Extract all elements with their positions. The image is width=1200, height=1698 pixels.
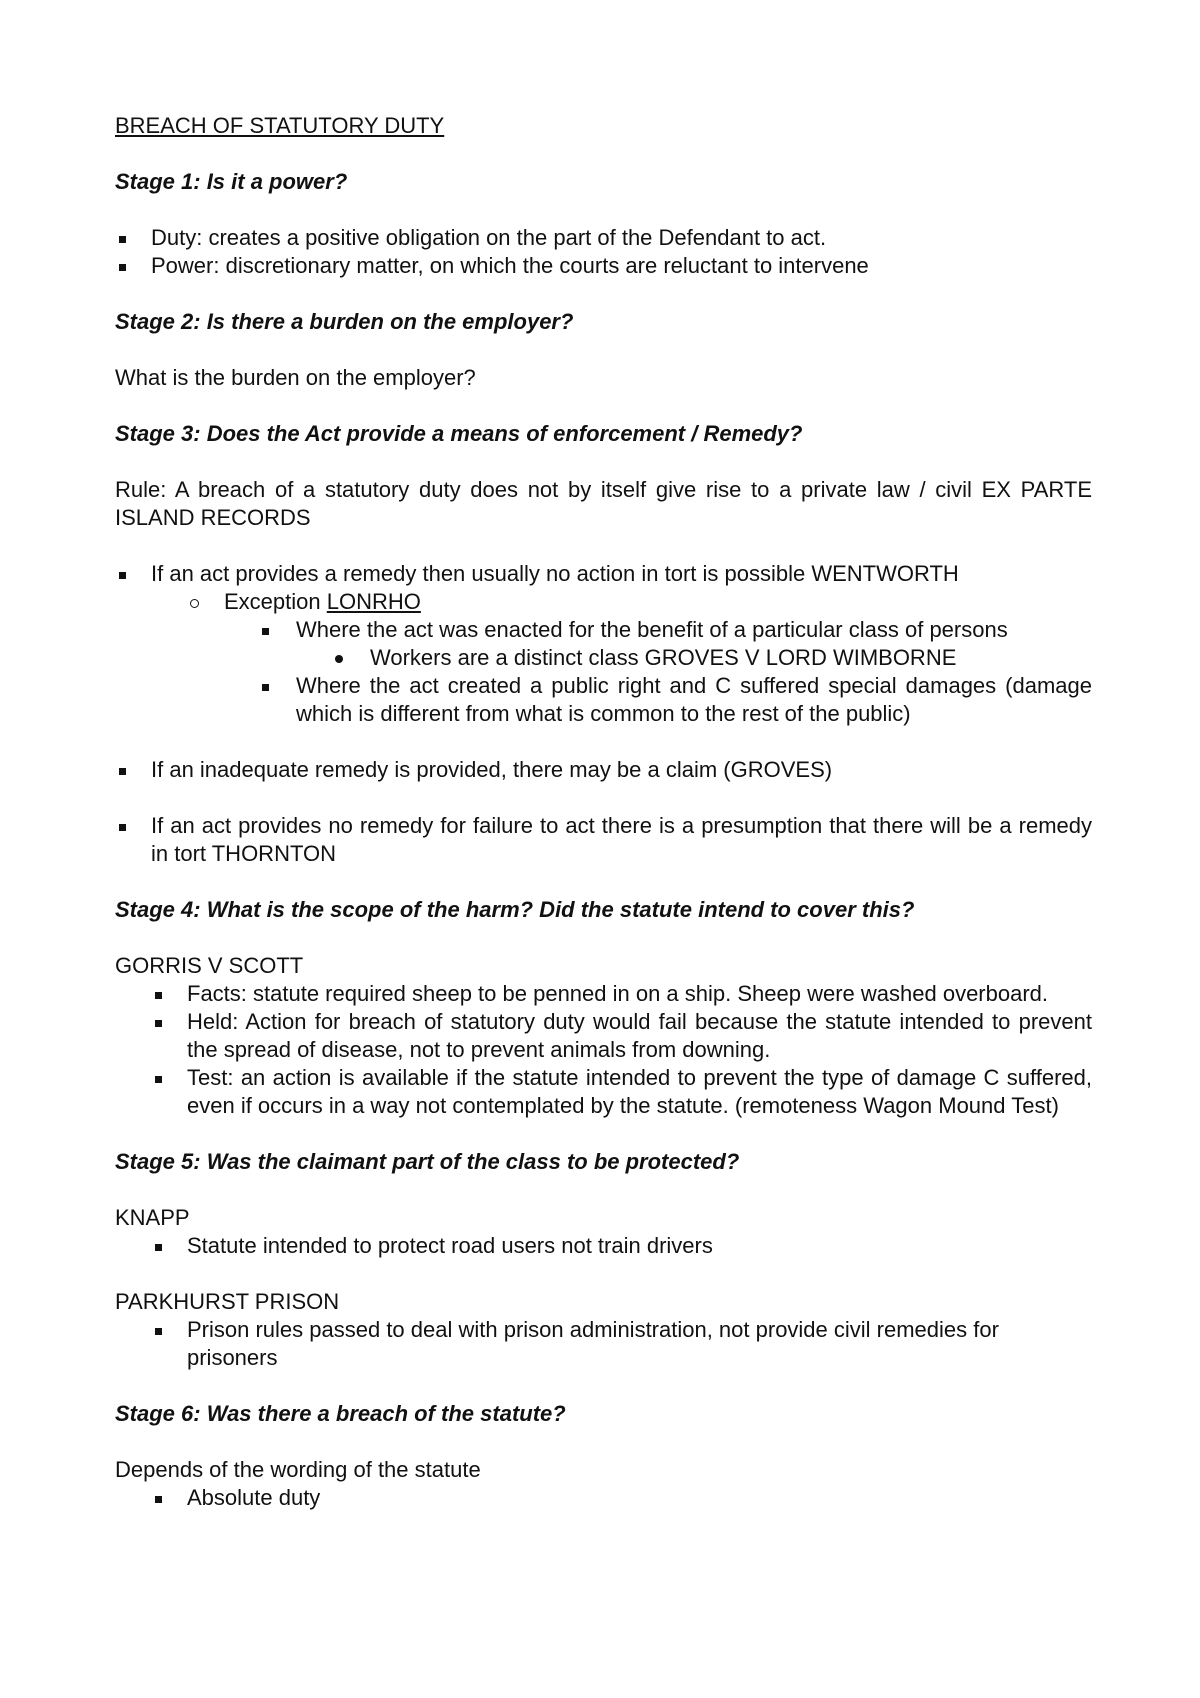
list-item: Test: an action is available if the statute intended to prevent the type of damage C suffered, even if occurs in a way not contemplated by the statute. (remoteness Wagon Mound Test) [115, 1064, 1092, 1120]
circle-bullet-icon [190, 588, 199, 616]
list-item: Power: discretionary matter, on which the courts are reluctant to intervene [115, 252, 1092, 280]
stage-4-heading: Stage 4: What is the scope of the harm? Did the statute intend to cover this? [115, 897, 915, 922]
square-bullet-icon [155, 1484, 162, 1512]
list-item: Statute intended to protect road users not train drivers [115, 1232, 1092, 1260]
case-name: GORRIS V SCOTT [115, 953, 304, 978]
dot-bullet-icon [335, 644, 343, 672]
stage-2-text: What is the burden on the employer? [115, 365, 476, 390]
case-name: KNAPP [115, 1205, 190, 1230]
case-name: PARKHURST PRISON [115, 1289, 340, 1314]
square-bullet-icon [262, 672, 269, 700]
square-bullet-icon [119, 756, 126, 784]
stage-1-heading: Stage 1: Is it a power? [115, 169, 348, 194]
document-title: BREACH OF STATUTORY DUTY [115, 113, 445, 138]
square-bullet-icon [119, 812, 126, 840]
document-content [115, 112, 1092, 1512]
stage-3-rule: Rule: A breach of a statutory duty does not by itself give rise to a private law / civil EX PARTE ISLAND RECORDS [115, 477, 1092, 530]
list-item: Facts: statute required sheep to be penned in on a ship. Sheep were washed overboard. [115, 980, 1092, 1008]
square-bullet-icon [119, 252, 126, 280]
list-item: Where the act was enacted for the benefit of a particular class of persons [115, 616, 1092, 644]
list-item: If an inadequate remedy is provided, there may be a claim (GROVES) [115, 756, 1092, 784]
stage-5-heading: Stage 5: Was the claimant part of the class to be protected? [115, 1149, 740, 1174]
list-item: Absolute duty [115, 1484, 1092, 1512]
stage-6-text: Depends of the wording of the statute [115, 1457, 481, 1482]
stage-2-heading: Stage 2: Is there a burden on the employer? [115, 309, 574, 334]
list-item: Held: Action for breach of statutory duty would fail because the statute intended to prevent the spread of disease, not to prevent animals from downing. [115, 1008, 1092, 1064]
square-bullet-icon [155, 1316, 162, 1344]
list-item: If an act provides no remedy for failure to act there is a presumption that there will be a remedy in tort THORNTON [115, 812, 1092, 868]
square-bullet-icon [262, 616, 269, 644]
square-bullet-icon [119, 560, 126, 588]
stage-3-heading: Stage 3: Does the Act provide a means of enforcement / Remedy? [115, 421, 803, 446]
list-item: Duty: creates a positive obligation on the part of the Defendant to act. [115, 224, 1092, 252]
square-bullet-icon [155, 1064, 162, 1092]
list-item: Exception LONRHO [115, 588, 1092, 616]
square-bullet-icon [155, 980, 162, 1008]
square-bullet-icon [155, 1008, 162, 1036]
square-bullet-icon [119, 224, 126, 252]
list-item: Where the act created a public right and C suffered special damages (damage which is different from what is common to the rest of the public) [115, 672, 1092, 728]
stage-6-heading: Stage 6: Was there a breach of the statute? [115, 1401, 566, 1426]
list-item: If an act provides a remedy then usually no action in tort is possible WENTWORTH [115, 560, 1092, 588]
list-item: Prison rules passed to deal with prison administration, not provide civil remedies for prisoners [115, 1316, 1092, 1372]
square-bullet-icon [155, 1232, 162, 1260]
list-item: Workers are a distinct class GROVES V LORD WIMBORNE [115, 644, 1092, 672]
case-link-lonrho: LONRHO [326, 589, 421, 614]
